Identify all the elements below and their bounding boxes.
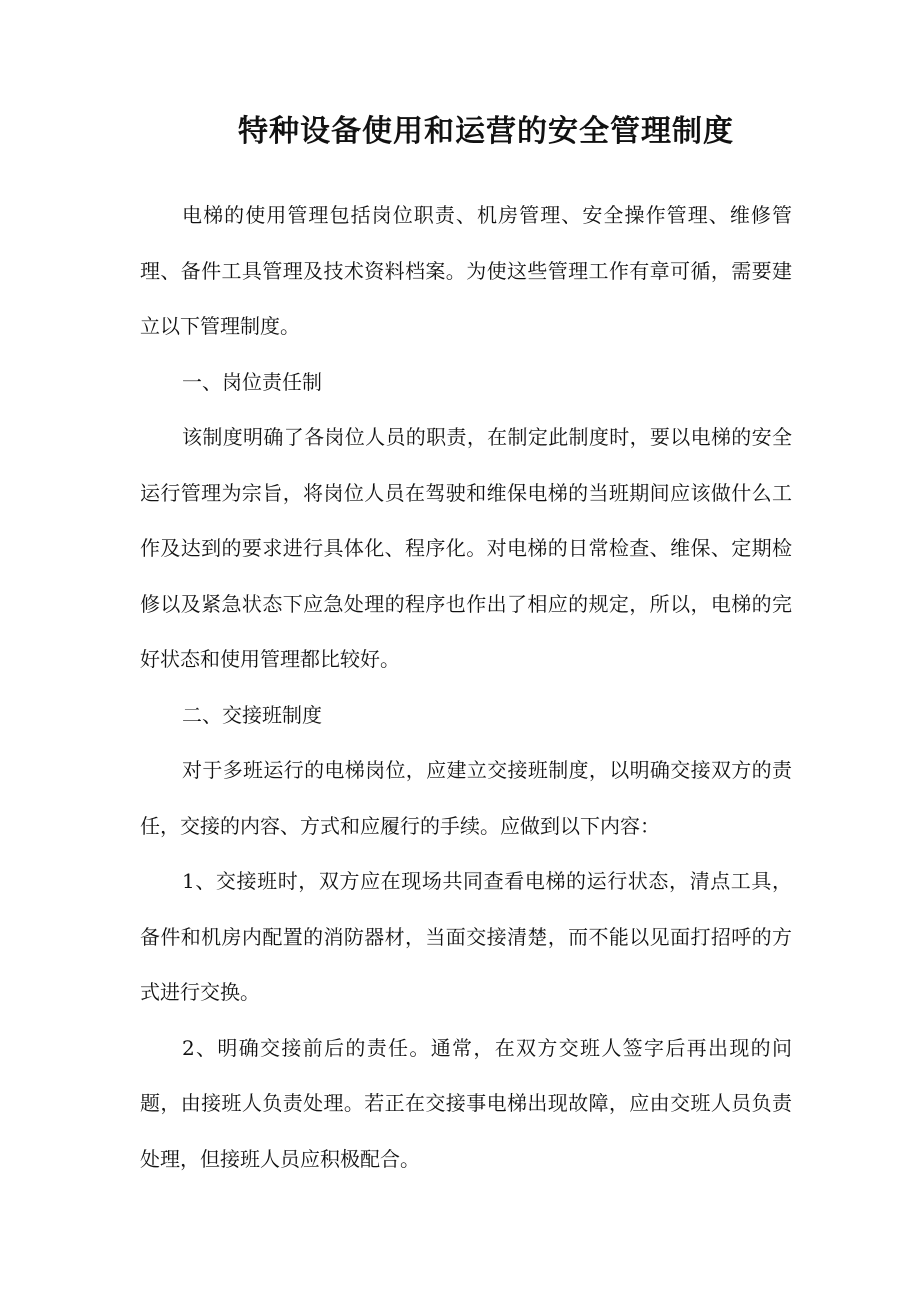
document-title: 特种设备使用和运营的安全管理制度 <box>238 114 734 149</box>
handover-item-1: 1、交接班时，双方应在现场共同查看电梯的运行状态，清点工具，备件和机房内配置的消防器材，当面交接清楚，而不能以见面打招呼的方式进行交换。 <box>140 869 792 1004</box>
intro-paragraph: 电梯的使用管理包括岗位职责、机房管理、安全操作管理、维修管理、备件工具管理及技术资料档案。为使这些管理工作有章可循，需要建立以下管理制度。 <box>140 203 792 338</box>
handover-item-2: 2、明确交接前后的责任。通常，在双方交班人签字后再出现的问题，由接班人负责处理。若正在交接事电梯出现故障，应由交班人员负责处理，但接班人员应积极配合。 <box>140 1035 792 1171</box>
section-heading-job-responsibility: 一、岗位责任制 <box>182 369 322 394</box>
job-responsibility-paragraph: 该制度明确了各岗位人员的职责，在制定此制度时，要以电梯的安全运行管理为宗旨，将岗位人员在驾驶和维保电梯的当班期间应该做什么工作及达到的要求进行具体化、程序化。对电梯的日常检查、维保、定期检修以及紧急状态下应急处理的程序也作出了相应的规定，所以，电梯的完好状态和使用管理都比较好。 <box>140 425 792 671</box>
shift-handover-paragraph: 对于多班运行的电梯岗位，应建立交接班制度，以明确交接双方的责任，交接的内容、方式和应履行的手续。应做到以下内容： <box>140 758 792 838</box>
section-heading-shift-handover: 二、交接班制度 <box>182 702 322 727</box>
document-body <box>140 188 792 1187</box>
